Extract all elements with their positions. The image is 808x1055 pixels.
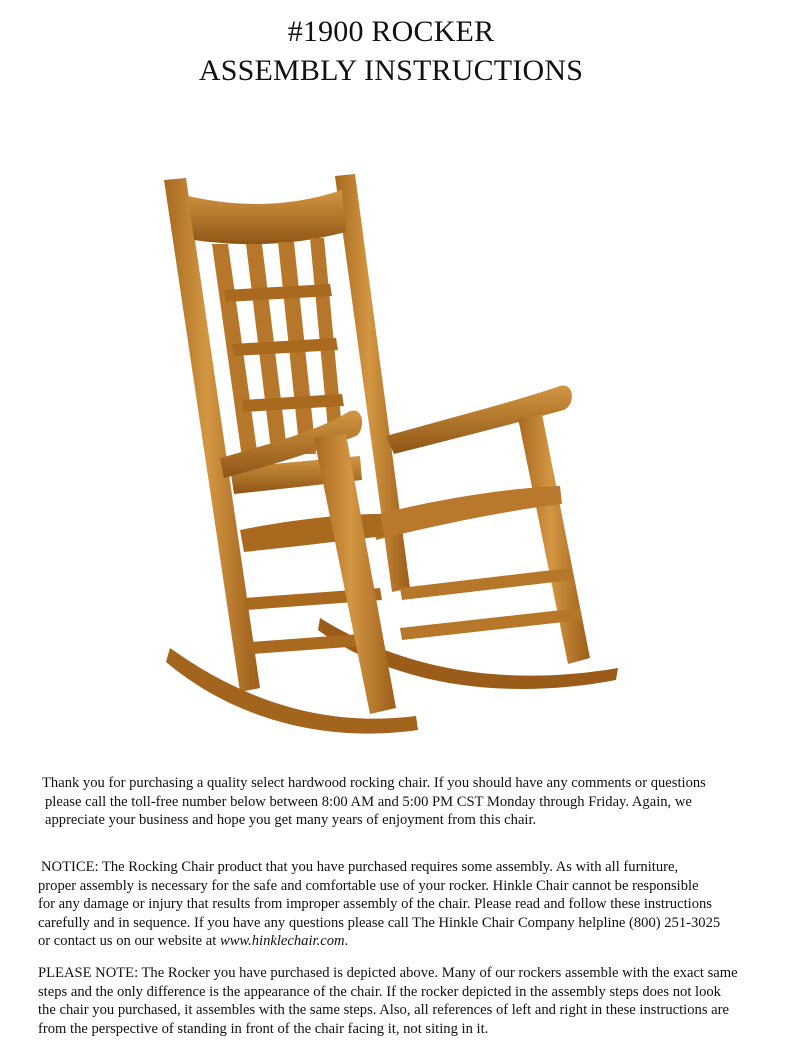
please-note-line: steps and the only difference is the appearance of the chair. If the rocker depicted in the assembly steps does not look xyxy=(38,983,721,1000)
please-note-paragraph xyxy=(38,964,798,1038)
thank-you-line: Thank you for purchasing a quality select hardwood rocking chair. If you should have any comments or questions xyxy=(42,775,706,791)
notice-text: . xyxy=(344,933,349,950)
notice-line-website xyxy=(38,932,778,951)
notice-line: for any damage or injury that results from improper assembly of the chair. Please read and follow these instructions xyxy=(38,896,712,913)
notice-paragraph xyxy=(38,858,778,951)
notice-line: carefully and in sequence. If you have any questions please call The Hinkle Chair Company helpline (800) 251-3025 xyxy=(38,914,721,931)
notice-line: NOTICE: The Rocking Chair product that you have purchased requires some assembly. As with all furniture, xyxy=(41,859,679,875)
please-note-line: the chair you purchased, it assembles with the same steps. Also, all references of left and right in these instructions are xyxy=(38,1002,729,1019)
rocking-chair-photo xyxy=(150,168,620,753)
notice-line: proper assembly is necessary for the safe and comfortable use of your rocker. Hinkle Chair cannot be responsible xyxy=(38,877,699,894)
please-note-line: from the perspective of standing in front of the chair facing it, not siting in it. xyxy=(38,1020,489,1037)
please-note-line: PLEASE NOTE: The Rocker you have purchased is depicted above. Many of our rockers assemble with the exact same xyxy=(38,965,738,981)
page-title-line-1: #1900 ROCKER xyxy=(287,15,495,48)
thank-you-paragraph xyxy=(42,774,782,830)
page-title-line-2: ASSEMBLY INSTRUCTIONS xyxy=(198,54,584,87)
website-link[interactable]: www.hinklechair.com xyxy=(219,933,345,950)
notice-text: or contact us on our website at xyxy=(38,933,220,950)
thank-you-line: please call the toll-free number below between 8:00 AM and 5:00 PM CST Monday through Friday. Again, we xyxy=(45,793,692,810)
thank-you-line: appreciate your business and hope you get many years of enjoyment from this chair. xyxy=(45,812,537,829)
